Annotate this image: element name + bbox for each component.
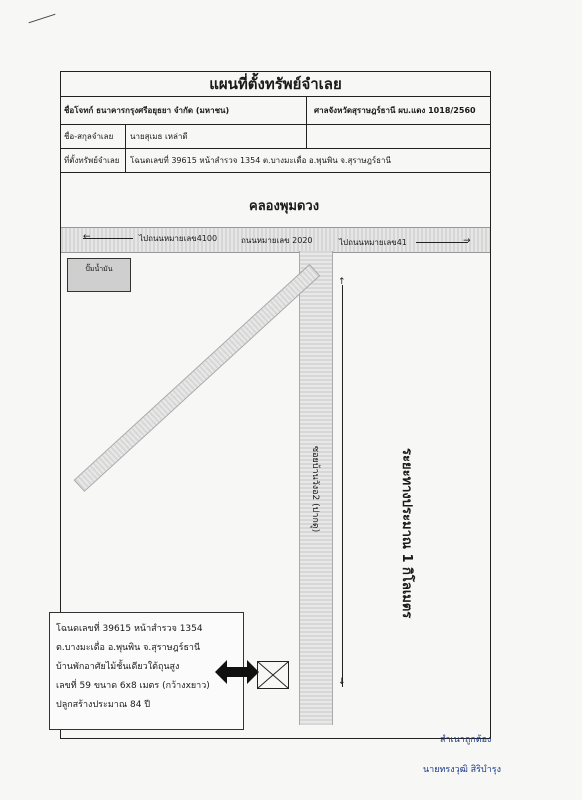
info-line: เลขที่ 59 ขนาด 6x8 เมตร (กว้างxยาว) bbox=[56, 681, 210, 691]
defendant-label: ชื่อ-สกุลจำเลย bbox=[64, 131, 114, 141]
info-line: บ้านพักอาศัยไม้ชั้นเดียวใต้ถุนสูง bbox=[56, 662, 180, 672]
certified-copy: สำเนาถูกต้อง bbox=[440, 735, 492, 745]
road-mid-label: ถนนหมายเลข 2020 bbox=[241, 236, 313, 245]
info-line: โฉนดเลขที่ 39615 หน้าสำรวจ 1354 bbox=[56, 624, 203, 634]
diagonal-road bbox=[74, 264, 321, 492]
right-arrow-head: → bbox=[463, 236, 471, 246]
page-title: แผนที่ตั้งทรัพย์จำเลย bbox=[61, 72, 490, 97]
location-row bbox=[61, 148, 490, 173]
gas-station-label: ปั๊มน้ำมัน bbox=[85, 265, 113, 273]
info-line: ต.บางมะเดื่อ อ.พุนพิน จ.สุราษฎร์ธานี bbox=[56, 643, 201, 653]
left-arrow-head: ← bbox=[83, 232, 91, 242]
info-line: ปลูกสร้างประมาณ 84 ปี bbox=[56, 700, 151, 710]
gas-station-box bbox=[67, 258, 131, 292]
map-document bbox=[56, 71, 491, 739]
double-arrow-icon bbox=[215, 660, 259, 684]
distance-label: ระยะทางประมาณ 1 กิโลเมตร bbox=[399, 448, 414, 619]
right-arrow-line bbox=[416, 242, 468, 243]
signer-name: นายทรงวุฒิ สิริบำรุง bbox=[423, 765, 502, 775]
plaintiff-name: ชื่อโจทก์ ธนาคารกรุงศรีอยุธยา จำกัด (มหาชน) bbox=[64, 105, 230, 115]
scan-mark bbox=[29, 14, 56, 24]
defendant-row bbox=[61, 124, 490, 149]
distance-arrow-top: ↑ bbox=[338, 277, 346, 287]
defendant-value: นายสุเมธ เหล่าดี bbox=[130, 131, 188, 141]
plaintiff-row bbox=[61, 96, 490, 125]
road-right-label: ไปถนนหมายเลข41 bbox=[339, 238, 407, 247]
location-label: ที่ตั้งทรัพย์จำเลย bbox=[64, 155, 120, 165]
distance-arrow-bottom: ↓ bbox=[338, 677, 346, 687]
canal-label: คลองพุมดวง bbox=[249, 199, 320, 214]
location-value: โฉนดเลขที่ 39615 หน้าสำรวจ 1354 ต.บางมะเดื่อ อ.พุนพิน จ.สุราษฎร์ธานี bbox=[130, 155, 391, 165]
court-case: ศาลจังหวัดสุราษฎร์ธานี ผบ.แดง 1018/2560 bbox=[314, 105, 476, 115]
road-left-label: ไปถนนหมายเลข4100 bbox=[139, 234, 218, 243]
side-road-label: ซอยบ้านวังอ2 (ปากดู) bbox=[310, 446, 320, 533]
house-icon bbox=[257, 661, 289, 689]
distance-line bbox=[342, 285, 343, 687]
